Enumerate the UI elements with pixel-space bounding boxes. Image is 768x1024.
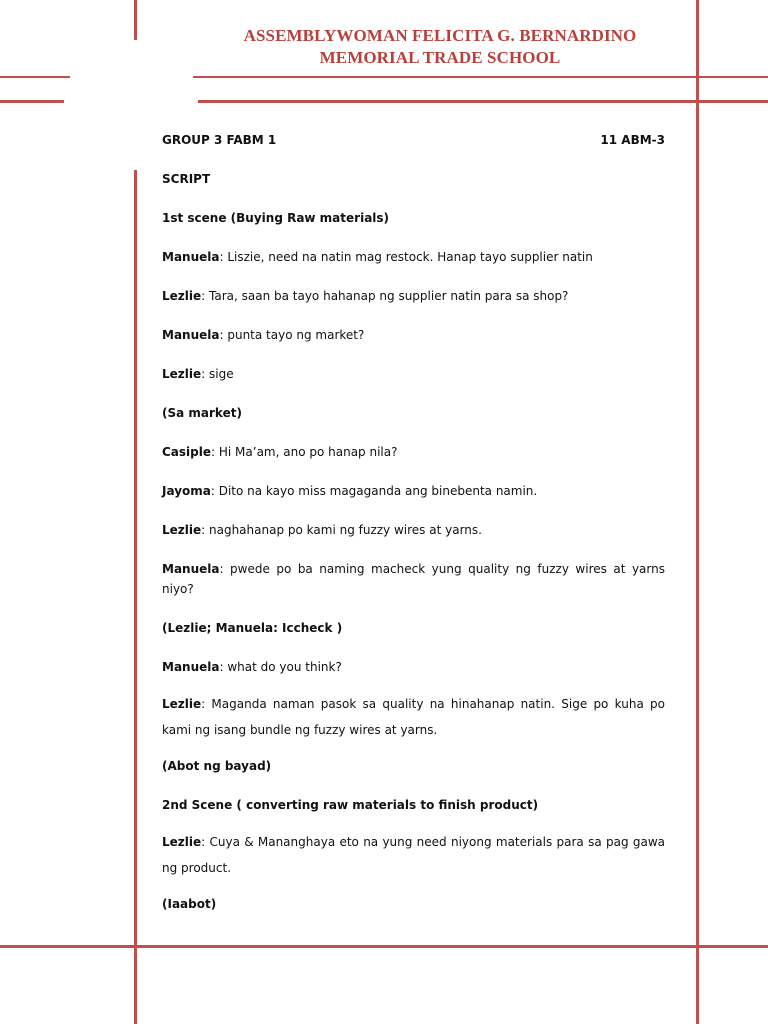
dialogue-line (162, 559, 665, 599)
school-name-line-2: MEMORIAL TRADE SCHOOL (319, 48, 561, 67)
dialogue-line (162, 247, 665, 267)
dialogue-line (162, 829, 665, 881)
speaker-name: Lezlie (162, 289, 202, 303)
stage-direction: (Abot ng bayad) (162, 759, 272, 773)
frame-line-left-vertical (134, 170, 137, 1024)
speaker-name: Lezlie (162, 835, 202, 849)
dialogue-line (162, 520, 665, 540)
speaker-name: Lezlie (162, 523, 202, 537)
dialogue-text: : pwede po ba naming macheck yung quality ng fuzzy wires at yarns niyo? (162, 562, 665, 596)
script-document (162, 130, 665, 914)
speaker-name: Manuela (162, 660, 220, 674)
stage-direction: (Sa market) (162, 406, 242, 420)
frame-line-top-left-vertical (134, 0, 137, 40)
dialogue-text: : sige (201, 367, 234, 381)
dialogue-text: : Liszie, need na natin mag restock. Hanap tayo supplier natin (219, 250, 593, 264)
scene-1-heading: 1st scene (Buying Raw materials) (162, 211, 390, 225)
stage-direction: (Lezlie; Manuela: Iccheck ) (162, 621, 343, 635)
dialogue-text: : naghahanap po kami ng fuzzy wires at yarns. (201, 523, 482, 537)
frame-line-top-left-horizontal-1 (0, 76, 70, 78)
dialogue-line (162, 657, 665, 677)
speaker-name: Manuela (162, 562, 220, 576)
dialogue-text: : punta tayo ng market? (219, 328, 365, 342)
scene-2-heading: 2nd Scene ( converting raw materials to finish product) (162, 798, 539, 812)
dialogue-text: : Maganda naman pasok sa quality na hinahanap natin. Sige po kuha po kami ng isang bundle ng fuzzy wires at yarns. (162, 697, 665, 737)
school-name-header (175, 25, 705, 69)
school-name-line-1: ASSEMBLYWOMAN FELICITA G. BERNARDINO (243, 26, 637, 45)
speaker-name: Lezlie (162, 367, 202, 381)
speaker-name: Manuela (162, 250, 220, 264)
speaker-name: Jayoma (162, 484, 211, 498)
dialogue-line (162, 442, 665, 462)
script-heading: SCRIPT (162, 172, 211, 186)
frame-line-top-left-horizontal-2 (0, 100, 64, 103)
section-label: 11 ABM-3 (600, 133, 665, 147)
stage-direction: (Iaabot) (162, 897, 217, 911)
speaker-name: Manuela (162, 328, 220, 342)
dialogue-line (162, 481, 665, 501)
dialogue-text: : Hi Ma’am, ano po hanap nila? (211, 445, 398, 459)
dialogue-text: : Cuya & Mananghaya eto na yung need niyong materials para sa pag gawa ng product. (162, 835, 665, 875)
dialogue-line (162, 286, 665, 306)
dialogue-text: : what do you think? (219, 660, 342, 674)
group-label: GROUP 3 FABM 1 (162, 133, 277, 147)
speaker-name: Lezlie (162, 697, 202, 711)
dialogue-text: : Tara, saan ba tayo hahanap ng supplier natin para sa shop? (201, 289, 569, 303)
frame-line-right-vertical (696, 0, 699, 1024)
dialogue-line (162, 325, 665, 345)
frame-line-top-right-horizontal-2 (198, 100, 768, 103)
dialogue-text: : Dito na kayo miss magaganda ang binebenta namin. (210, 484, 538, 498)
speaker-name: Casiple (162, 445, 212, 459)
frame-line-top-right-horizontal-1 (193, 76, 768, 78)
dialogue-line (162, 364, 665, 384)
meta-row (162, 130, 665, 150)
dialogue-line (162, 691, 665, 743)
frame-line-bottom-horizontal (0, 945, 768, 948)
